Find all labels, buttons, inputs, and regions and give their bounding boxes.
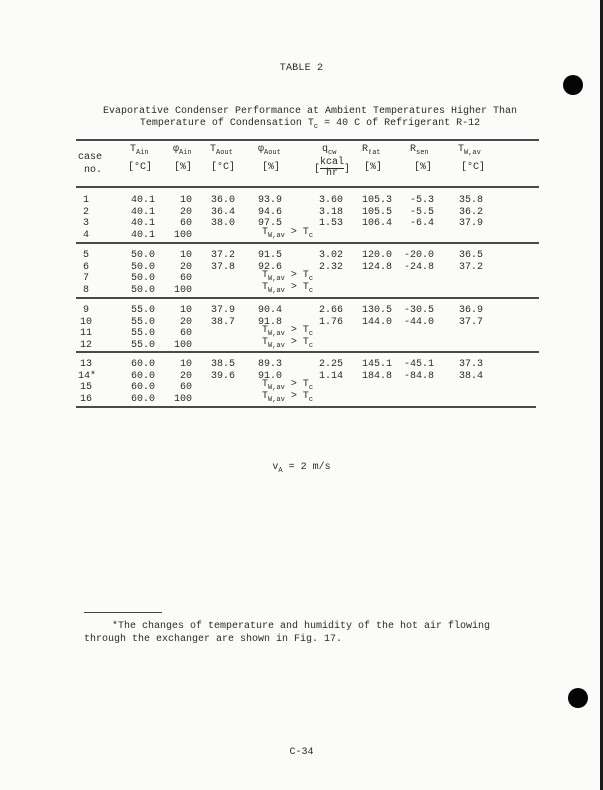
header-phiain-unit: [%] [174, 162, 193, 173]
condition-note: $T_{W,av} > T_c$ [262, 270, 314, 283]
cell-case: 7 [82, 273, 89, 284]
cell-case: 15 [79, 382, 92, 393]
condition-note: $T_{W,av} > T_c$ [262, 379, 314, 392]
header-twav-unit: [°C] [461, 162, 486, 173]
cell-case: 2 [82, 206, 89, 218]
cell-case: 13 [79, 359, 92, 370]
cell-taout: 39.6 [211, 370, 236, 382]
cell-qcw: 3.02 [318, 250, 343, 261]
cell-rlat: 130.5 [362, 305, 393, 316]
cell-tain: 55.0 [131, 316, 156, 328]
cell-phiaout: 92.6 [258, 261, 283, 273]
cell-rsen: -30.5 [403, 305, 434, 316]
cell-tain: 55.0 [131, 339, 156, 351]
cell-tain: 40.1 [131, 218, 156, 229]
cell-qcw: 3.60 [318, 195, 343, 206]
cell-tain: 50.0 [131, 250, 156, 261]
cell-tain: 60.0 [131, 393, 156, 405]
cell-case: 3 [82, 218, 89, 229]
header-tain: $T_{Ain}$ [130, 144, 149, 157]
cell-rlat: 120.0 [362, 250, 393, 261]
cell-qcw: 2.32 [318, 261, 343, 273]
condition-note: $T_{W,av} > T_c$ [262, 281, 314, 295]
cell-twav: 35.8 [459, 195, 484, 206]
cell-phiain: 100 [173, 284, 192, 296]
cell-tain: 60.0 [131, 359, 156, 370]
cell-phiain: 100 [173, 229, 192, 241]
cell-qcw: 2.66 [318, 305, 343, 316]
page-number: C-34 [289, 747, 314, 758]
cell-case: 4 [82, 229, 89, 241]
cell-phiaout: 89.3 [258, 359, 283, 370]
cell-tain: 50.0 [131, 284, 156, 296]
cell-twav: 37.2 [459, 261, 484, 273]
cell-qcw: 3.18 [318, 206, 343, 218]
cell-taout: 37.8 [211, 261, 236, 273]
table-caption [60, 106, 560, 133]
cell-taout: 36.4 [211, 206, 236, 218]
air-velocity-note: $v_A = 2$ m/s [272, 462, 331, 475]
cell-phiain: 20 [179, 261, 192, 273]
condition-note: $T_{W,av} > T_c$ [262, 390, 314, 404]
cell-phiain: 100 [173, 339, 192, 351]
header-rlat-unit: [%] [364, 162, 383, 173]
cell-tain: 55.0 [131, 328, 156, 339]
table-header-rule [76, 186, 539, 188]
cell-rlat: 105.3 [362, 195, 393, 206]
cell-tain: 40.1 [131, 195, 156, 206]
punch-hole-bottom [568, 688, 588, 708]
cell-phiaout: 91.5 [258, 250, 283, 261]
cell-rlat: 144.0 [362, 316, 393, 328]
cell-phiain: 60 [179, 273, 192, 284]
cell-case: 11 [79, 328, 92, 339]
cell-phiain: 10 [179, 250, 192, 261]
header-rsen: $R_{sen}$ [410, 144, 429, 157]
cell-qcw: 1.14 [318, 370, 343, 382]
cell-phiain: 10 [179, 195, 192, 206]
cell-phiain: 100 [173, 393, 192, 405]
caption-subscript: c [313, 123, 319, 131]
caption-line-2 [60, 118, 560, 133]
header-tain-unit: [°C] [128, 162, 153, 173]
cell-tain: 40.1 [131, 206, 156, 218]
cell-case: 10 [79, 316, 92, 328]
cell-qcw: 1.53 [318, 218, 343, 229]
cell-case: 8 [82, 284, 89, 296]
cell-case: 1 [82, 195, 89, 206]
cell-phiaout: 97.5 [258, 218, 283, 229]
cell-phiain: 20 [179, 370, 192, 382]
condition-note: $T_{W,av} > T_c$ [262, 336, 314, 350]
header-twav: $T_{W,av}$ [458, 144, 481, 157]
cell-rlat: 145.1 [362, 359, 393, 370]
group-rule-2 [76, 297, 539, 299]
cell-phiain: 60 [179, 218, 192, 229]
condition-note: $T_{W,av} > T_c$ [262, 325, 314, 338]
cell-tain: 50.0 [131, 273, 156, 284]
caption-text: Temperature of Condensation T [139, 118, 314, 129]
cell-phiaout: 90.4 [258, 305, 283, 316]
cell-rsen: -20.0 [403, 250, 434, 261]
header-rsen-unit: [%] [414, 162, 433, 173]
header-taout-unit: [°C] [211, 162, 236, 173]
cell-phiain: 10 [179, 305, 192, 316]
cell-taout: 36.0 [211, 195, 236, 206]
cell-twav: 37.3 [459, 359, 484, 370]
cell-case: 9 [82, 305, 89, 316]
header-phiain: $\varphi_{Ain}$ [173, 144, 192, 157]
cell-twav: 37.7 [459, 316, 484, 328]
cell-rsen: -44.0 [403, 316, 434, 328]
cell-twav: 37.9 [459, 218, 484, 229]
table-label: TABLE 2 [279, 63, 324, 74]
cell-phiain: 10 [179, 359, 192, 370]
footnote: *The changes of temperature and humidity of the hot air flowing through the exchanger are shown in Fig. 17. [84, 621, 491, 645]
cell-rlat: 184.8 [362, 370, 393, 382]
header-taout: $T_{Aout}$ [210, 144, 233, 157]
cell-rlat: 124.8 [362, 261, 393, 273]
cell-twav: 36.9 [459, 305, 484, 316]
cell-phiaout: 93.9 [258, 195, 283, 206]
cell-rsen: -6.4 [409, 218, 434, 229]
cell-phiaout: 91.8 [258, 316, 283, 328]
group-rule-1 [76, 242, 539, 244]
header-phiaout: $\varphi_{Aout}$ [258, 144, 281, 157]
cell-rlat: 105.5 [362, 206, 393, 218]
header-phiaout-unit: [%] [262, 162, 281, 173]
cell-tain: 60.0 [131, 382, 156, 393]
cell-twav: 38.4 [459, 370, 484, 382]
cell-rsen: -45.1 [403, 359, 434, 370]
cell-phiain: 60 [179, 382, 192, 393]
caption-line-1: Evaporative Condenser Performance at Ambient Temperatures Higher Than [102, 106, 518, 117]
table-bottom-rule [76, 406, 536, 408]
cell-tain: 60.0 [131, 370, 156, 382]
cell-case: 16 [79, 393, 92, 405]
cell-rsen: -24.8 [403, 261, 434, 273]
header-qcw: $q_{cw}$ [322, 144, 337, 157]
header-rlat: $R_{\ell at}$ [362, 144, 381, 157]
cell-rlat: 106.4 [362, 218, 393, 229]
caption-text-post: = 40 C of Refrigerant R-12 [318, 118, 481, 129]
cell-case: 6 [82, 261, 89, 273]
cell-phiain: 20 [179, 206, 192, 218]
cell-qcw: 1.76 [318, 316, 343, 328]
cell-tain: 50.0 [131, 261, 156, 273]
group-rule-3 [76, 351, 539, 353]
table-top-rule [76, 139, 539, 141]
punch-hole-top [563, 75, 583, 95]
cell-case: 5 [82, 250, 89, 261]
condition-note: $T_{W,av} > T_c$ [262, 226, 314, 240]
cell-twav: 36.5 [459, 250, 484, 261]
cell-case: 12 [79, 339, 92, 351]
cell-taout: 38.5 [211, 359, 236, 370]
cell-taout: 37.9 [211, 305, 236, 316]
cell-phiain: 20 [179, 316, 192, 328]
cell-phiaout: 91.0 [258, 370, 283, 382]
header-case: case [78, 152, 103, 163]
cell-rsen: -5.5 [409, 206, 434, 218]
cell-phiaout: 94.6 [258, 206, 283, 218]
cell-tain: 55.0 [131, 305, 156, 316]
header-case-no: no. [84, 165, 103, 176]
cell-taout: 37.2 [211, 250, 236, 261]
cell-rsen: -84.8 [403, 370, 434, 382]
header-qcw-unit: [ $\frac{\text{kcal}}{hr}$ ] [314, 157, 351, 179]
cell-taout: 38.7 [211, 316, 236, 328]
cell-phiain: 60 [179, 328, 192, 339]
cell-rsen: -5.3 [409, 195, 434, 206]
cell-taout: 38.0 [211, 218, 236, 229]
cell-case: 14* [78, 370, 97, 382]
footnote-rule [84, 612, 162, 613]
cell-twav: 36.2 [459, 206, 484, 218]
cell-tain: 40.1 [131, 229, 156, 241]
cell-qcw: 2.25 [318, 359, 343, 370]
